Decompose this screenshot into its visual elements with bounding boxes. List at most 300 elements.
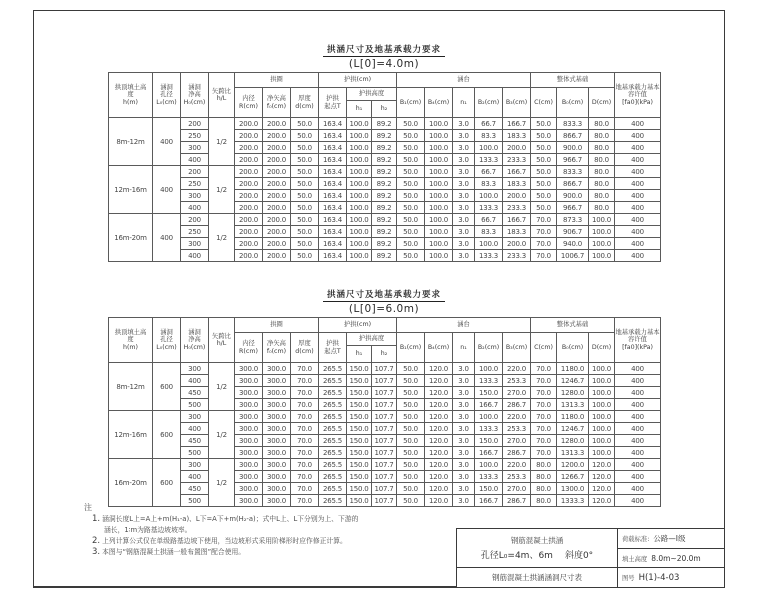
clear-height-cell: 250: [181, 130, 209, 142]
note-text: 上列计算公式仅在单级路基边坡下使用，当边坡形式采用阶梯形时应作修正计算。: [102, 537, 347, 545]
data-cell: 300.0: [263, 387, 291, 399]
data-cell: 50.0: [397, 483, 425, 495]
header-cell: C(cm): [531, 88, 557, 118]
data-cell: 400: [615, 178, 661, 190]
data-cell: 166.7: [503, 118, 531, 130]
header-cell: 厚度 d(cm): [291, 88, 319, 118]
data-cell: 50.0: [397, 399, 425, 411]
header-cell: B₃(cm): [503, 333, 531, 363]
data-cell: 150.0: [475, 435, 503, 447]
data-cell: 1180.0: [557, 363, 589, 375]
fill-height-row: [618, 548, 724, 568]
data-cell: 70.0: [291, 387, 319, 399]
data-cell: 400: [615, 166, 661, 178]
note-line: [84, 514, 456, 525]
data-cell: 89.2: [372, 178, 397, 190]
data-cell: 133.3: [475, 471, 503, 483]
data-cell: 50.0: [397, 411, 425, 423]
data-cell: 200.0: [263, 154, 291, 166]
data-cell: 133.3: [475, 375, 503, 387]
data-cell: 50.0: [397, 459, 425, 471]
data-cell: 70.0: [531, 226, 557, 238]
data-cell: 253.3: [503, 423, 531, 435]
data-cell: 3.0: [453, 423, 475, 435]
data-cell: 70.0: [291, 459, 319, 471]
data-cell: 70.0: [291, 423, 319, 435]
data-cell: 200.0: [235, 226, 263, 238]
header-cell: 涵洞 孔径 L₀(cm): [153, 318, 181, 363]
sheet-name: 钢筋混凝土拱涵涵洞尺寸表: [492, 573, 582, 582]
data-cell: 966.7: [557, 202, 589, 214]
data-cell: 300.0: [235, 363, 263, 375]
data-cell: 70.0: [531, 399, 557, 411]
header-cell: 整体式基础: [531, 73, 615, 88]
clear-height-cell: 300: [181, 238, 209, 250]
data-cell: 150.0: [347, 459, 372, 471]
data-cell: 100.0: [347, 142, 372, 154]
data-cell: 50.0: [397, 238, 425, 250]
data-cell: 233.3: [503, 154, 531, 166]
data-cell: 300.0: [263, 375, 291, 387]
data-cell: 133.3: [475, 202, 503, 214]
data-cell: 3.0: [453, 118, 475, 130]
data-cell: 100.0: [425, 238, 453, 250]
data-cell: 866.7: [557, 130, 589, 142]
header-cell: 拱顶填土高 度 h(m): [109, 73, 153, 118]
data-cell: 100.0: [589, 447, 615, 459]
header-cell: B₂(cm): [475, 333, 503, 363]
data-cell: 300.0: [235, 459, 263, 471]
data-cell: 100.0: [425, 214, 453, 226]
data-cell: 150.0: [347, 483, 372, 495]
clear-height-cell: 200: [181, 214, 209, 226]
fill-height-value: 8.0m~20.0m: [651, 553, 701, 563]
clear-height-cell: 400: [181, 471, 209, 483]
clear-height-cell: 300: [181, 363, 209, 375]
header-cell: 涵洞 净高 H₀(cm): [181, 318, 209, 363]
data-cell: 100.0: [347, 238, 372, 250]
header-cell: B₁(cm): [397, 333, 425, 363]
data-cell: 300.0: [235, 399, 263, 411]
sheet-number-label: 图号: [622, 575, 635, 583]
data-cell: 286.7: [503, 447, 531, 459]
data-cell: 50.0: [397, 375, 425, 387]
data-cell: 265.5: [319, 447, 347, 459]
data-cell: 50.0: [531, 202, 557, 214]
data-cell: 50.0: [397, 214, 425, 226]
data-cell: 200.0: [235, 190, 263, 202]
data-cell: 265.5: [319, 435, 347, 447]
data-cell: 400: [615, 375, 661, 387]
data-cell: 100.0: [589, 399, 615, 411]
data-cell: 1313.3: [557, 399, 589, 411]
data-cell: 150.0: [347, 435, 372, 447]
data-cell: 70.0: [291, 471, 319, 483]
header-cell: 地基承载力基本容许值 [fa0](kPa): [615, 318, 661, 363]
rise-span-cell: 1/2: [209, 411, 235, 459]
data-cell: 300.0: [263, 483, 291, 495]
data-cell: 100.0: [589, 363, 615, 375]
data-cell: 107.7: [372, 363, 397, 375]
data-cell: 400: [615, 447, 661, 459]
data-cell: 100.0: [475, 363, 503, 375]
data-cell: 200.0: [263, 178, 291, 190]
data-cell: 100.0: [589, 435, 615, 447]
header-cell: 护拱 起点T: [319, 333, 347, 363]
header-cell: 护拱(cm): [319, 73, 397, 88]
data-cell: 100.0: [589, 214, 615, 226]
data-cell: 300.0: [263, 435, 291, 447]
data-cell: 200.0: [235, 202, 263, 214]
data-cell: 50.0: [397, 423, 425, 435]
data-cell: 89.2: [372, 190, 397, 202]
fill-height-cell: 12m-16m: [109, 166, 153, 214]
data-cell: 3.0: [453, 130, 475, 142]
clear-height-cell: 400: [181, 375, 209, 387]
data-cell: 120.0: [589, 495, 615, 507]
data-cell: 966.7: [557, 154, 589, 166]
data-cell: 100.0: [589, 375, 615, 387]
data-cell: 70.0: [531, 387, 557, 399]
data-cell: 400: [615, 363, 661, 375]
data-cell: 89.2: [372, 238, 397, 250]
header-cell: B₄(cm): [425, 333, 453, 363]
data-cell: 265.5: [319, 459, 347, 471]
clear-height-cell: 250: [181, 178, 209, 190]
data-cell: 100.0: [425, 142, 453, 154]
data-cell: 50.0: [291, 226, 319, 238]
aperture-cell: 400: [153, 166, 181, 214]
data-cell: 166.7: [503, 214, 531, 226]
data-cell: 80.0: [589, 190, 615, 202]
data-cell: 1300.0: [557, 483, 589, 495]
clear-height-cell: 400: [181, 202, 209, 214]
sheet-number-row: [618, 567, 724, 587]
data-cell: 300.0: [263, 447, 291, 459]
data-cell: 400: [615, 190, 661, 202]
data-cell: 220.0: [503, 459, 531, 471]
data-cell: 83.3: [475, 178, 503, 190]
data-cell: 1313.3: [557, 447, 589, 459]
note-number: 2.: [92, 536, 101, 546]
data-cell: 100.0: [347, 154, 372, 166]
data-cell: 100.0: [425, 226, 453, 238]
data-cell: 50.0: [531, 166, 557, 178]
data-cell: 107.7: [372, 483, 397, 495]
data-cell: 70.0: [291, 483, 319, 495]
header-cell: n₁: [453, 88, 475, 118]
data-cell: 50.0: [291, 190, 319, 202]
data-cell: 50.0: [291, 238, 319, 250]
data-cell: 107.7: [372, 423, 397, 435]
rise-span-cell: 1/2: [209, 363, 235, 411]
data-cell: 400: [615, 459, 661, 471]
clear-height-cell: 500: [181, 447, 209, 459]
aperture-cell: 400: [153, 118, 181, 166]
notes-section: [84, 502, 456, 558]
data-cell: 200.0: [235, 250, 263, 262]
data-cell: 66.7: [475, 118, 503, 130]
title-block-project-cell: [457, 529, 617, 568]
table2-subtitle: (L[0]=6.0m): [348, 303, 420, 315]
data-cell: 100.0: [347, 190, 372, 202]
data-cell: 80.0: [589, 166, 615, 178]
load-standard-row: [618, 529, 724, 548]
table1-title-block: [108, 37, 660, 70]
data-cell: 400: [615, 435, 661, 447]
clear-height-cell: 400: [181, 154, 209, 166]
data-cell: 83.3: [475, 130, 503, 142]
data-cell: 300.0: [235, 411, 263, 423]
data-cell: 50.0: [291, 166, 319, 178]
load-standard-label: 荷载标准:: [622, 535, 650, 543]
clear-height-cell: 450: [181, 387, 209, 399]
data-cell: 300.0: [235, 471, 263, 483]
data-cell: 200.0: [263, 118, 291, 130]
data-cell: 3.0: [453, 459, 475, 471]
data-cell: 100.0: [425, 178, 453, 190]
data-cell: 89.2: [372, 202, 397, 214]
data-cell: 163.4: [319, 130, 347, 142]
data-cell: 50.0: [531, 178, 557, 190]
data-cell: 70.0: [531, 250, 557, 262]
data-cell: 400: [615, 118, 661, 130]
header-cell: D(cm): [589, 333, 615, 363]
header-cell: B₀(cm): [557, 333, 589, 363]
data-cell: 300.0: [263, 363, 291, 375]
data-cell: 50.0: [397, 495, 425, 507]
data-cell: 150.0: [347, 423, 372, 435]
note-line: [84, 536, 456, 547]
data-cell: 50.0: [397, 154, 425, 166]
clear-height-cell: 500: [181, 399, 209, 411]
data-cell: 150.0: [347, 399, 372, 411]
data-cell: 120.0: [425, 363, 453, 375]
clear-height-cell: 500: [181, 495, 209, 507]
data-cell: 200.0: [263, 226, 291, 238]
fill-height-cell: 8m-12m: [109, 118, 153, 166]
data-cell: 150.0: [347, 363, 372, 375]
data-cell: 89.2: [372, 226, 397, 238]
data-cell: 70.0: [291, 495, 319, 507]
data-cell: 70.0: [531, 435, 557, 447]
header-cell: B₂(cm): [475, 88, 503, 118]
data-cell: 1180.0: [557, 411, 589, 423]
data-cell: 50.0: [397, 130, 425, 142]
data-cell: 120.0: [425, 435, 453, 447]
data-cell: 1246.7: [557, 375, 589, 387]
data-cell: 833.3: [557, 118, 589, 130]
data-cell: 100.0: [347, 250, 372, 262]
data-cell: 150.0: [347, 471, 372, 483]
data-cell: 120.0: [425, 447, 453, 459]
data-cell: 400: [615, 423, 661, 435]
data-cell: 270.0: [503, 387, 531, 399]
aperture-text: 孔径L₀=4m、6m: [480, 551, 553, 561]
note-number: 3.: [92, 547, 101, 557]
data-cell: 200.0: [503, 238, 531, 250]
fill-height-cell: 8m-12m: [109, 363, 153, 411]
note-text: 涵洞长度L上=A上+m(H₁-a)、L下=A下+m(H₂-a)；式中L上、L下分别为上、下游的: [102, 515, 359, 523]
spec-table: [108, 72, 661, 262]
header-cell: 地基承载力基本容许值 [fa0](kPa): [615, 73, 661, 118]
data-cell: 1266.7: [557, 471, 589, 483]
data-cell: 100.0: [347, 178, 372, 190]
data-cell: 50.0: [291, 130, 319, 142]
data-cell: 80.0: [589, 178, 615, 190]
data-cell: 3.0: [453, 226, 475, 238]
header-cell: 整体式基础: [531, 318, 615, 333]
data-cell: 120.0: [425, 471, 453, 483]
clear-height-cell: 400: [181, 250, 209, 262]
data-cell: 80.0: [589, 118, 615, 130]
header-cell: B₃(cm): [503, 88, 531, 118]
header-cell: 内径 R(cm): [235, 88, 263, 118]
header-cell: C(cm): [531, 333, 557, 363]
data-cell: 100.0: [347, 226, 372, 238]
data-cell: 120.0: [589, 459, 615, 471]
data-cell: 100.0: [475, 190, 503, 202]
data-cell: 120.0: [425, 387, 453, 399]
data-cell: 70.0: [291, 363, 319, 375]
data-cell: 80.0: [589, 142, 615, 154]
data-cell: 120.0: [425, 411, 453, 423]
header-cell: 涵台: [397, 73, 531, 88]
data-cell: 133.3: [475, 250, 503, 262]
fill-height-label: 填土高度: [622, 555, 648, 563]
data-cell: 80.0: [531, 459, 557, 471]
data-cell: 70.0: [291, 435, 319, 447]
data-cell: 3.0: [453, 154, 475, 166]
data-cell: 100.0: [589, 411, 615, 423]
header-cell: 护拱高度: [347, 333, 397, 346]
header-cell: 矢跨比 h/L: [209, 318, 235, 363]
data-cell: 265.5: [319, 375, 347, 387]
data-cell: 1246.7: [557, 423, 589, 435]
data-cell: 50.0: [397, 387, 425, 399]
data-cell: 89.2: [372, 166, 397, 178]
data-cell: 89.2: [372, 250, 397, 262]
data-cell: 873.3: [557, 214, 589, 226]
rise-span-cell: 1/2: [209, 118, 235, 166]
data-cell: 265.5: [319, 471, 347, 483]
data-cell: 50.0: [291, 118, 319, 130]
note-text: 涵长，1∶m为路基边坡坡率。: [104, 526, 192, 534]
data-cell: 163.4: [319, 238, 347, 250]
data-cell: 220.0: [503, 411, 531, 423]
data-cell: 163.4: [319, 202, 347, 214]
data-cell: 400: [615, 250, 661, 262]
data-cell: 265.5: [319, 411, 347, 423]
data-cell: 300.0: [263, 423, 291, 435]
data-cell: 50.0: [531, 190, 557, 202]
data-cell: 80.0: [589, 202, 615, 214]
data-cell: 107.7: [372, 471, 397, 483]
rise-span-cell: 1/2: [209, 166, 235, 214]
data-cell: 50.0: [291, 142, 319, 154]
data-cell: 100.0: [347, 118, 372, 130]
data-cell: 163.4: [319, 142, 347, 154]
data-cell: 50.0: [397, 118, 425, 130]
data-cell: 70.0: [531, 447, 557, 459]
data-cell: 50.0: [397, 226, 425, 238]
data-cell: 70.0: [531, 411, 557, 423]
data-cell: 100.0: [425, 118, 453, 130]
data-cell: 107.7: [372, 495, 397, 507]
data-cell: 163.4: [319, 118, 347, 130]
data-cell: 100.0: [347, 214, 372, 226]
data-cell: 80.0: [531, 471, 557, 483]
data-cell: 50.0: [397, 142, 425, 154]
data-cell: 3.0: [453, 363, 475, 375]
data-cell: 50.0: [291, 214, 319, 226]
data-cell: 100.0: [347, 202, 372, 214]
spec-table: [108, 317, 661, 507]
header-cell: 净矢高 f₀(cm): [263, 333, 291, 363]
header-cell: 护拱 起点T: [319, 88, 347, 118]
note-line: [84, 547, 456, 558]
data-cell: 80.0: [589, 130, 615, 142]
data-cell: 150.0: [347, 387, 372, 399]
data-cell: 200.0: [263, 250, 291, 262]
data-cell: 107.7: [372, 375, 397, 387]
data-cell: 50.0: [397, 178, 425, 190]
data-cell: 50.0: [397, 471, 425, 483]
data-cell: 107.7: [372, 399, 397, 411]
data-cell: 100.0: [425, 154, 453, 166]
data-cell: 166.7: [503, 166, 531, 178]
data-cell: 233.3: [503, 250, 531, 262]
data-cell: 163.4: [319, 250, 347, 262]
data-cell: 100.0: [589, 387, 615, 399]
data-cell: 400: [615, 130, 661, 142]
data-cell: 120.0: [589, 471, 615, 483]
data-cell: 940.0: [557, 238, 589, 250]
rise-span-cell: 1/2: [209, 214, 235, 262]
data-cell: 3.0: [453, 435, 475, 447]
data-cell: 50.0: [291, 178, 319, 190]
data-cell: 100.0: [589, 226, 615, 238]
data-cell: 100.0: [425, 190, 453, 202]
data-cell: 89.2: [372, 142, 397, 154]
data-cell: 89.2: [372, 214, 397, 226]
data-cell: 163.4: [319, 190, 347, 202]
header-cell: h₁: [347, 101, 372, 118]
data-cell: 906.7: [557, 226, 589, 238]
header-cell: 拱顶填土高 度 h(m): [109, 318, 153, 363]
data-cell: 107.7: [372, 435, 397, 447]
data-cell: 100.0: [589, 423, 615, 435]
data-cell: 70.0: [531, 363, 557, 375]
data-cell: 270.0: [503, 435, 531, 447]
header-cell: 涵洞 净高 H₀(cm): [181, 73, 209, 118]
data-cell: 163.4: [319, 154, 347, 166]
note-number: 1.: [92, 514, 101, 524]
data-cell: 70.0: [291, 447, 319, 459]
data-cell: 400: [615, 495, 661, 507]
data-cell: 265.5: [319, 363, 347, 375]
data-cell: 200.0: [263, 130, 291, 142]
data-cell: 300.0: [263, 399, 291, 411]
header-cell: 涵洞 孔径 L₀(cm): [153, 73, 181, 118]
data-cell: 300.0: [263, 411, 291, 423]
aperture-cell: 600: [153, 411, 181, 459]
data-cell: 200.0: [235, 118, 263, 130]
data-cell: 200.0: [235, 214, 263, 226]
header-cell: 拱圈: [235, 318, 319, 333]
data-cell: 163.4: [319, 178, 347, 190]
data-cell: 100.0: [425, 166, 453, 178]
